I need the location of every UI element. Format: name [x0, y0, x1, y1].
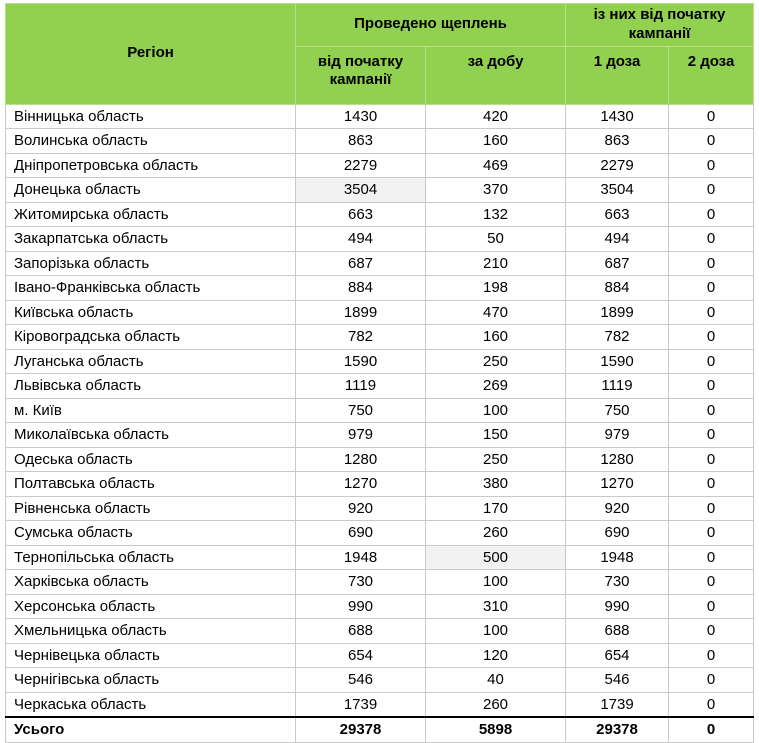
region-name-cell: Київська область [6, 300, 296, 325]
table-row [6, 227, 754, 252]
dose2-cell: 0 [669, 374, 754, 399]
per-day-cell: 210 [426, 251, 566, 276]
dose2-cell: 0 [669, 692, 754, 717]
dose2-cell: 0 [669, 423, 754, 448]
since-campaign-cell: 990 [296, 594, 426, 619]
dose1-cell: 920 [566, 496, 669, 521]
dose2-cell: 0 [669, 472, 754, 497]
dose1-cell: 1948 [566, 545, 669, 570]
region-name-cell: Полтавська область [6, 472, 296, 497]
dose1-cell: 2279 [566, 153, 669, 178]
since-campaign-cell: 663 [296, 202, 426, 227]
region-name-cell: Херсонська область [6, 594, 296, 619]
since-campaign-cell: 782 [296, 325, 426, 350]
region-name-cell: Рівненська область [6, 496, 296, 521]
dose2-cell: 0 [669, 545, 754, 570]
since-campaign-cell: 687 [296, 251, 426, 276]
table-row [6, 496, 754, 521]
since-campaign-cell: 3504 [296, 178, 426, 203]
table-row [6, 398, 754, 423]
region-name-cell: Вінницька область [6, 104, 296, 129]
region-name-cell: Сумська область [6, 521, 296, 546]
table-row [6, 643, 754, 668]
table-row [6, 447, 754, 472]
dose1-cell: 1270 [566, 472, 669, 497]
region-name-cell: Одеська область [6, 447, 296, 472]
region-name-cell: м. Київ [6, 398, 296, 423]
table-row [6, 472, 754, 497]
since-campaign-cell: 1899 [296, 300, 426, 325]
region-name-cell: Луганська область [6, 349, 296, 374]
table-row [6, 570, 754, 595]
header-row-groups [6, 4, 754, 47]
total-label: Усього [6, 717, 296, 742]
total-per-day-cell: 5898 [426, 717, 566, 742]
region-name-cell: Івано-Франківська область [6, 276, 296, 301]
dose2-cell: 0 [669, 227, 754, 252]
total-dose2-cell: 0 [669, 717, 754, 742]
table-footer [6, 717, 754, 742]
region-name-cell: Львівська область [6, 374, 296, 399]
per-day-cell: 370 [426, 178, 566, 203]
table-row [6, 423, 754, 448]
dose2-cell: 0 [669, 496, 754, 521]
dose2-cell: 0 [669, 594, 754, 619]
table-row [6, 129, 754, 154]
since-campaign-cell: 1590 [296, 349, 426, 374]
per-day-cell: 100 [426, 619, 566, 644]
total-since-campaign-cell: 29378 [296, 717, 426, 742]
dose1-cell: 654 [566, 643, 669, 668]
table-row [6, 178, 754, 203]
dose2-cell: 0 [669, 668, 754, 693]
since-campaign-cell: 884 [296, 276, 426, 301]
table-row [6, 202, 754, 227]
dose2-cell: 0 [669, 521, 754, 546]
since-campaign-cell: 750 [296, 398, 426, 423]
dose2-cell: 0 [669, 300, 754, 325]
region-name-cell: Тернопільська область [6, 545, 296, 570]
dose1-cell: 884 [566, 276, 669, 301]
per-day-cell: 500 [426, 545, 566, 570]
per-day-cell: 469 [426, 153, 566, 178]
table-row [6, 104, 754, 129]
total-row [6, 717, 754, 742]
since-campaign-cell: 920 [296, 496, 426, 521]
per-day-cell: 150 [426, 423, 566, 448]
dose1-cell: 1119 [566, 374, 669, 399]
region-name-cell: Чернігівська область [6, 668, 296, 693]
table-row [6, 153, 754, 178]
per-day-cell: 132 [426, 202, 566, 227]
per-day-cell: 100 [426, 398, 566, 423]
table-row [6, 349, 754, 374]
since-campaign-cell: 863 [296, 129, 426, 154]
dose1-cell: 688 [566, 619, 669, 644]
since-campaign-cell: 979 [296, 423, 426, 448]
dose2-cell: 0 [669, 398, 754, 423]
vaccination-table [5, 3, 754, 743]
dose1-cell: 1280 [566, 447, 669, 472]
since-campaign-cell: 690 [296, 521, 426, 546]
per-day-cell: 160 [426, 129, 566, 154]
dose1-cell: 1590 [566, 349, 669, 374]
since-campaign-cell: 654 [296, 643, 426, 668]
dose1-cell: 1739 [566, 692, 669, 717]
dose2-cell: 0 [669, 202, 754, 227]
dose2-cell: 0 [669, 570, 754, 595]
dose2-cell: 0 [669, 447, 754, 472]
dose1-cell: 690 [566, 521, 669, 546]
dose2-cell: 0 [669, 153, 754, 178]
dose1-cell: 730 [566, 570, 669, 595]
dose2-cell: 0 [669, 104, 754, 129]
region-name-cell: Житомирська область [6, 202, 296, 227]
dose2-cell: 0 [669, 349, 754, 374]
since-campaign-cell: 1739 [296, 692, 426, 717]
table-header [6, 4, 754, 105]
dose1-cell: 1899 [566, 300, 669, 325]
per-day-cell: 170 [426, 496, 566, 521]
table-row [6, 300, 754, 325]
since-campaign-cell: 1948 [296, 545, 426, 570]
dose2-cell: 0 [669, 619, 754, 644]
per-day-cell: 269 [426, 374, 566, 399]
region-name-cell: Кіровоградська область [6, 325, 296, 350]
since-campaign-cell: 494 [296, 227, 426, 252]
per-day-cell: 120 [426, 643, 566, 668]
region-name-cell: Закарпатська область [6, 227, 296, 252]
dose2-cell: 0 [669, 276, 754, 301]
dose1-cell: 3504 [566, 178, 669, 203]
table-row [6, 668, 754, 693]
total-dose1-cell: 29378 [566, 717, 669, 742]
since-campaign-cell: 546 [296, 668, 426, 693]
dose1-cell: 750 [566, 398, 669, 423]
table-row [6, 325, 754, 350]
per-day-cell: 250 [426, 447, 566, 472]
since-campaign-cell: 688 [296, 619, 426, 644]
since-campaign-cell: 1270 [296, 472, 426, 497]
per-day-cell: 40 [426, 668, 566, 693]
since-campaign-cell: 1280 [296, 447, 426, 472]
table-row [6, 545, 754, 570]
table-row [6, 619, 754, 644]
dose1-cell: 546 [566, 668, 669, 693]
per-day-cell: 470 [426, 300, 566, 325]
dose2-cell: 0 [669, 325, 754, 350]
per-day-cell: 100 [426, 570, 566, 595]
per-day-cell: 260 [426, 521, 566, 546]
dose2-cell: 0 [669, 178, 754, 203]
since-campaign-cell: 2279 [296, 153, 426, 178]
table-row [6, 594, 754, 619]
dose2-cell: 0 [669, 251, 754, 276]
dose1-cell: 494 [566, 227, 669, 252]
dose1-cell: 979 [566, 423, 669, 448]
region-name-cell: Запорізька область [6, 251, 296, 276]
since-campaign-cell: 1430 [296, 104, 426, 129]
per-day-cell: 160 [426, 325, 566, 350]
col-header-per-day: за добу [426, 46, 566, 104]
dose2-cell: 0 [669, 643, 754, 668]
since-campaign-cell: 1119 [296, 374, 426, 399]
dose1-cell: 990 [566, 594, 669, 619]
col-group-since-campaign-start: із них від початку кампанії [566, 4, 754, 47]
table-row [6, 276, 754, 301]
region-name-cell: Волинська область [6, 129, 296, 154]
dose2-cell: 0 [669, 129, 754, 154]
col-header-dose1: 1 доза [566, 46, 669, 104]
region-name-cell: Чернівецька область [6, 643, 296, 668]
dose1-cell: 687 [566, 251, 669, 276]
per-day-cell: 198 [426, 276, 566, 301]
since-campaign-cell: 730 [296, 570, 426, 595]
dose1-cell: 663 [566, 202, 669, 227]
table-row [6, 521, 754, 546]
col-header-dose2: 2 доза [669, 46, 754, 104]
region-name-cell: Черкаська область [6, 692, 296, 717]
per-day-cell: 260 [426, 692, 566, 717]
col-header-since-campaign: від початку кампанії [296, 46, 426, 104]
per-day-cell: 310 [426, 594, 566, 619]
region-name-cell: Харківська область [6, 570, 296, 595]
per-day-cell: 50 [426, 227, 566, 252]
dose1-cell: 863 [566, 129, 669, 154]
region-name-cell: Донецька область [6, 178, 296, 203]
per-day-cell: 420 [426, 104, 566, 129]
table-row [6, 692, 754, 717]
region-name-cell: Дніпропетровська область [6, 153, 296, 178]
table-body [6, 104, 754, 717]
per-day-cell: 250 [426, 349, 566, 374]
per-day-cell: 380 [426, 472, 566, 497]
region-name-cell: Хмельницька область [6, 619, 296, 644]
col-header-region: Регіон [6, 4, 296, 105]
dose1-cell: 1430 [566, 104, 669, 129]
col-group-vaccinations-performed: Проведено щеплень [296, 4, 566, 47]
table-row [6, 251, 754, 276]
table-row [6, 374, 754, 399]
dose1-cell: 782 [566, 325, 669, 350]
region-name-cell: Миколаївська область [6, 423, 296, 448]
